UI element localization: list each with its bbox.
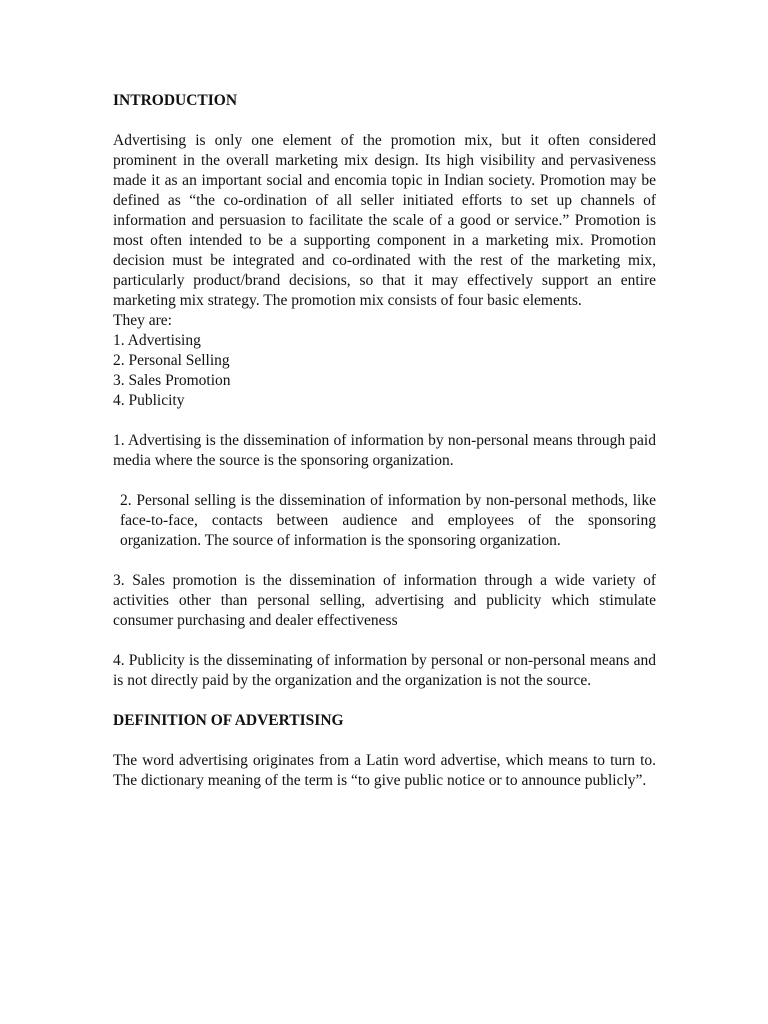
sales-promotion-explanation: 3. Sales promotion is the dissemination of information through a wide variety of activities other than personal selling, advertising and publicity which stimulate consumer purchasing and dealer effectiveness — [113, 572, 656, 629]
spacer — [113, 471, 656, 491]
publicity-explanation: 4. Publicity is the disseminating of information by personal or non-personal means and is not directly paid by the organization and the organization is not the source. — [113, 652, 656, 689]
document-page — [113, 91, 656, 791]
list-item-advertising: 1. Advertising — [113, 332, 201, 349]
list-item-publicity: 4. Publicity — [113, 392, 185, 409]
list-intro: They are: — [113, 312, 172, 329]
spacer — [113, 631, 656, 651]
list-item-personal-selling: 2. Personal Selling — [113, 352, 230, 369]
personal-selling-explanation: 2. Personal selling is the dissemination of information by non-personal methods, like face-to-face, contacts between audience and employees of the sponsoring organization. The source of information is the sponsoring organization. — [120, 492, 656, 549]
spacer — [113, 731, 656, 751]
spacer — [113, 551, 656, 571]
spacer — [113, 411, 656, 431]
definition-paragraph: The word advertising originates from a Latin word advertise, which means to turn to. The dictionary meaning of the term is “to give public notice or to announce publicly”. — [113, 752, 656, 789]
intro-paragraph: Advertising is only one element of the promotion mix, but it often considered prominent in the overall marketing mix design. Its high visibility and pervasiveness made it as an important social and encomia topic in Indian society. Promotion may be defined as “the co-ordination of all seller initiated efforts to set up channels of information and persuasion to facilitate the scale of a good or service.” Promotion is most often intended to be a supporting component in a marketing mix. Promotion decision must be integrated and co-ordinated with the rest of the marketing mix, particularly product/brand decisions, so that it may effectively support an entire marketing mix strategy. The promotion mix consists of four basic elements. — [113, 132, 656, 309]
list-item-sales-promotion: 3. Sales Promotion — [113, 372, 231, 389]
advertising-explanation: 1. Advertising is the dissemination of information by non-personal means through paid media where the source is the sponsoring organization. — [113, 432, 656, 469]
intro-heading: INTRODUCTION — [113, 92, 238, 109]
definition-heading: DEFINITION OF ADVERTISING — [113, 712, 344, 729]
spacer — [113, 111, 656, 131]
spacer — [113, 691, 656, 711]
